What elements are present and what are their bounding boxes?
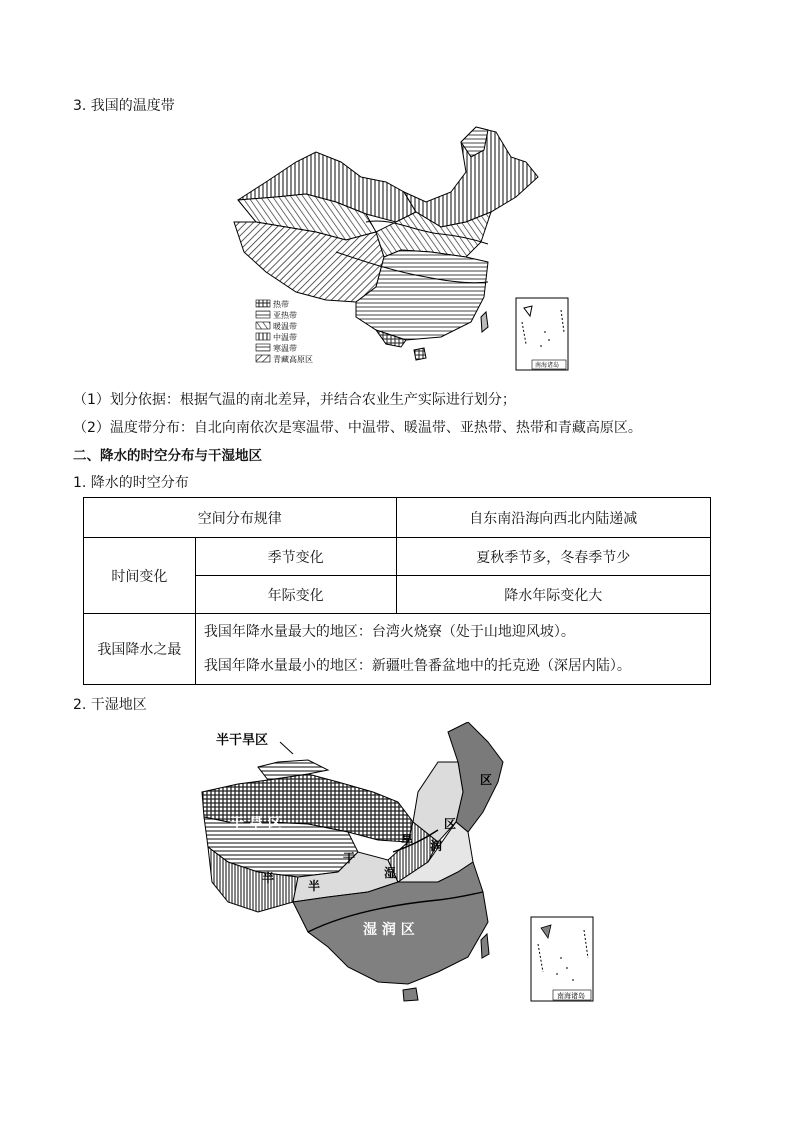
table-cell: 年际变化 xyxy=(195,576,396,614)
section-title-temperature-zones: 3. 我国的温度带 xyxy=(73,98,175,114)
legend-label: 中温带 xyxy=(273,333,297,342)
extreme-max-text: 我国年降水量最大的地区：台湾火烧寮（处于山地迎风坡）。 xyxy=(203,624,575,640)
table-cell: 空间分布规律 xyxy=(84,498,397,538)
division-basis-text: （1）划分依据：根据气温的南北差异，并结合农业生产实际进行划分； xyxy=(73,392,516,408)
table-cell: 降水年际变化大 xyxy=(396,576,711,614)
zone-distribution-text: （2）温度带分布：自北向南依次是寒温带、中温带、暖温带、亚热带、热带和青藏高原区。 xyxy=(73,420,642,436)
label-char: 半 xyxy=(308,879,321,893)
south-china-sea-inset xyxy=(516,298,568,370)
table-cell: 季节变化 xyxy=(195,538,396,576)
table-cell: 自东南沿海向西北内陆递减 xyxy=(396,498,711,538)
dry-wet-region-map xyxy=(198,722,596,1004)
legend-label: 寒温带 xyxy=(273,344,297,353)
inset-label: 南海诸岛 xyxy=(535,362,560,369)
legend-label: 青藏高原区 xyxy=(273,355,313,364)
table-cell: 夏秋季节多，冬春季节少 xyxy=(396,538,711,576)
precipitation-table xyxy=(83,497,711,685)
label-arid: 干 旱 区 xyxy=(230,816,282,832)
label-char: 干 xyxy=(343,851,356,865)
hainan xyxy=(403,988,418,1001)
label-semi-arid: 半干旱区 xyxy=(216,733,269,748)
taiwan xyxy=(481,312,488,332)
label-char: 湿 xyxy=(384,866,397,880)
label-char: 旱 xyxy=(401,833,414,847)
table-row-header: 我国降水之最 xyxy=(84,614,196,685)
label-char: 区 xyxy=(444,817,457,831)
label-char: 润 xyxy=(430,839,443,853)
label-char: 半 xyxy=(262,871,275,885)
subheading-dry-wet-regions: 2. 干湿地区 xyxy=(73,697,147,713)
extreme-min-text: 我国年降水量最小的地区：新疆吐鲁番盆地中的托克逊（深居内陆）。 xyxy=(203,658,631,674)
region-tropical-hainan xyxy=(414,348,426,360)
map-legend xyxy=(256,299,313,364)
temperature-zone-map xyxy=(226,122,572,374)
south-china-sea-inset xyxy=(531,917,593,1001)
label-char: 区 xyxy=(480,773,493,787)
legend-label: 亚热带 xyxy=(273,311,297,320)
legend-label: 热带 xyxy=(273,300,289,309)
inset-label: 南海诸岛 xyxy=(557,992,585,1000)
subheading-precipitation-distribution: 1. 降水的时空分布 xyxy=(73,475,189,491)
section-heading-precipitation: 二、降水的时空分布与干湿地区 xyxy=(73,448,262,464)
legend-label: 暖温带 xyxy=(273,322,297,331)
table-cell-extremes xyxy=(195,614,710,685)
table-row-header: 时间变化 xyxy=(84,538,196,614)
label-wet: 湿 润 区 xyxy=(363,922,415,938)
